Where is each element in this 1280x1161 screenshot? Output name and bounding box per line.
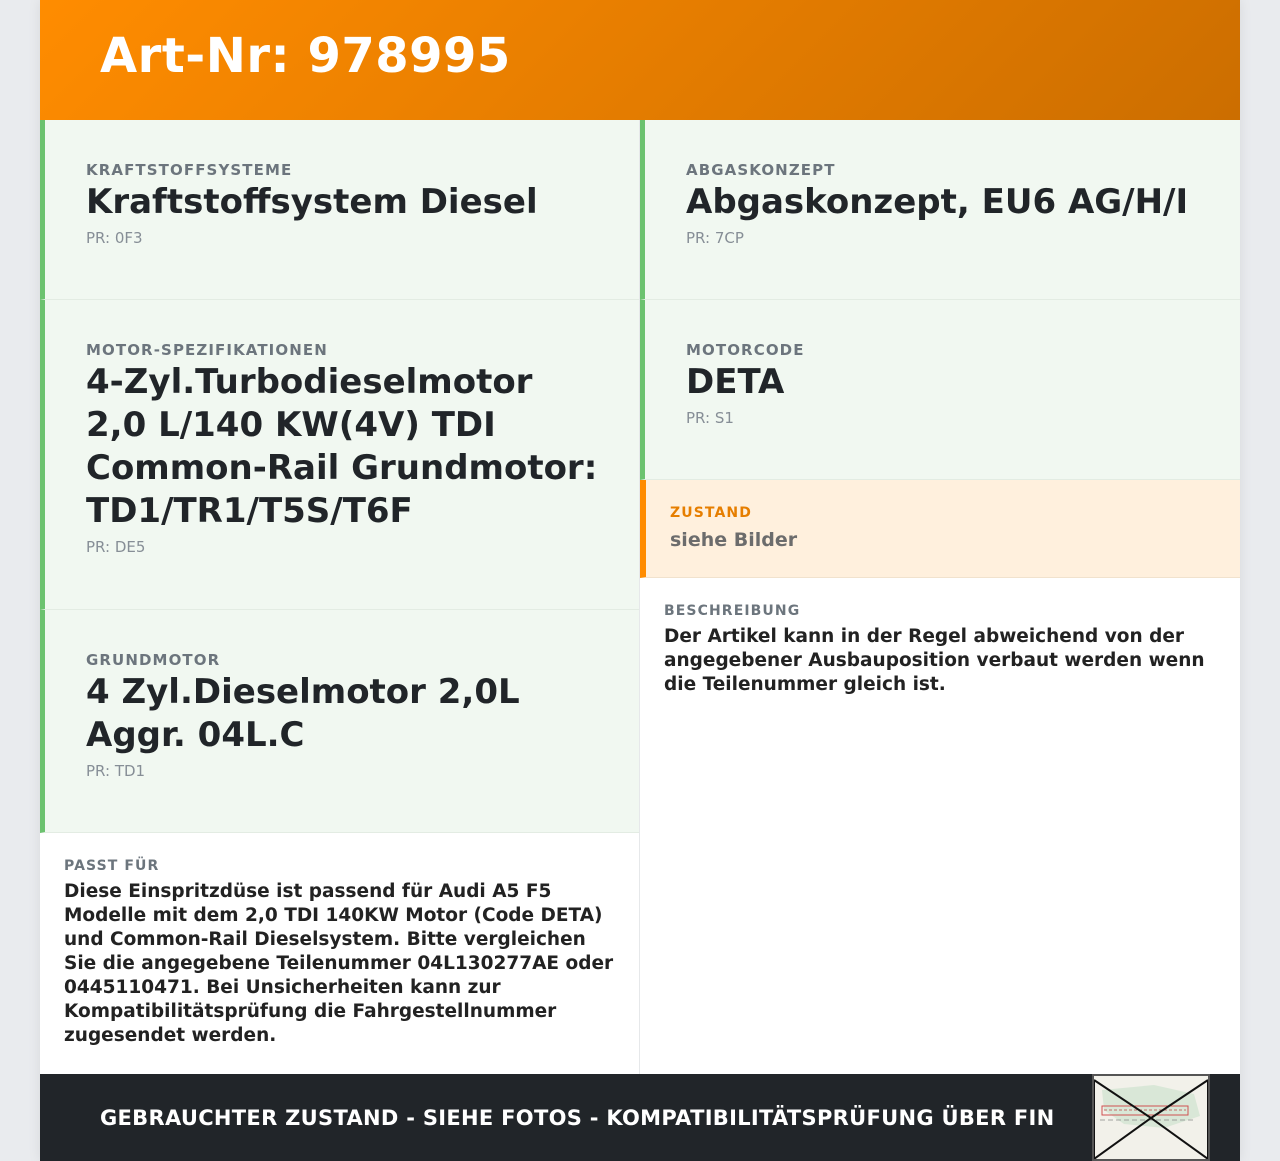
spec-label: ABGASKONZEPT bbox=[686, 161, 836, 179]
spec-card-motorcode bbox=[640, 300, 1240, 480]
spec-value: Abgaskonzept, EU6 AG/H/I bbox=[686, 182, 1189, 222]
spec-card-kraftstoffsystem bbox=[40, 120, 639, 300]
condition-value: siehe Bilder bbox=[670, 529, 798, 551]
spec-pr-code: PR: S1 bbox=[686, 409, 734, 427]
left-column bbox=[40, 120, 640, 1074]
footer-banner bbox=[40, 1074, 1240, 1161]
footer-text: GEBRAUCHTER ZUSTAND - SIEHE FOTOS - KOMPATIBILITÄTSPRÜFUNG ÜBER FIN bbox=[100, 1106, 1055, 1130]
spec-value: 4-Zyl.Turbodieselmotor 2,0 L/140 KW(4V) TDI Common-Rail Grundmotor: TD1/TR1/T5S/T6F bbox=[86, 362, 598, 531]
article-number-title: Art-Nr: 978995 bbox=[100, 28, 511, 84]
page bbox=[40, 0, 1240, 1161]
spec-label: MOTOR-SPEZIFIKATIONEN bbox=[86, 341, 328, 359]
spec-pr-code: PR: 7CP bbox=[686, 229, 744, 247]
spec-label: KRAFTSTOFFSYSTEME bbox=[86, 161, 293, 179]
spec-value: 4 Zyl.Dieselmotor 2,0L Aggr. 04L.C bbox=[86, 672, 520, 755]
spec-value: Kraftstoffsystem Diesel bbox=[86, 182, 538, 222]
spec-card-motor-spezifikationen bbox=[40, 300, 639, 610]
compatibility-label: PASST FÜR bbox=[64, 858, 160, 874]
spec-card-grundmotor bbox=[40, 610, 639, 833]
envelope-icon bbox=[1094, 1076, 1208, 1159]
compatibility-text: Diese Einspritzdüse ist passend für Audi A5 F5 Modelle mit dem 2,0 TDI 140KW Motor (Code DETA) und Common-Rail Dieselsystem. Bitte vergleichen Sie die angegebene Teilenummer 04L130277AE oder 0445110471. Bei Unsicherheiten kann zur Kompatibilitätsprüfung die Fahrgestellnummer zugesendet werden. bbox=[64, 881, 614, 1046]
spec-pr-code: PR: TD1 bbox=[86, 762, 146, 780]
compatibility-section bbox=[40, 833, 639, 1048]
description-section bbox=[640, 578, 1240, 697]
condition-label: ZUSTAND bbox=[670, 505, 752, 521]
right-column bbox=[640, 120, 1240, 1074]
spec-label: MOTORCODE bbox=[686, 341, 805, 359]
condition-box bbox=[640, 480, 1240, 578]
spec-value: DETA bbox=[686, 362, 785, 402]
thumbnail-image[interactable] bbox=[1092, 1074, 1210, 1161]
description-label: BESCHREIBUNG bbox=[664, 603, 801, 619]
spec-label: GRUNDMOTOR bbox=[86, 651, 221, 669]
spec-card-abgaskonzept bbox=[640, 120, 1240, 300]
spec-pr-code: PR: DE5 bbox=[86, 538, 146, 556]
header bbox=[40, 0, 1240, 120]
description-text: Der Artikel kann in der Regel abweichend von der angegebener Ausbauposition verbaut werden wenn die Teilenummer gleich ist. bbox=[664, 626, 1205, 695]
spec-pr-code: PR: 0F3 bbox=[86, 229, 143, 247]
